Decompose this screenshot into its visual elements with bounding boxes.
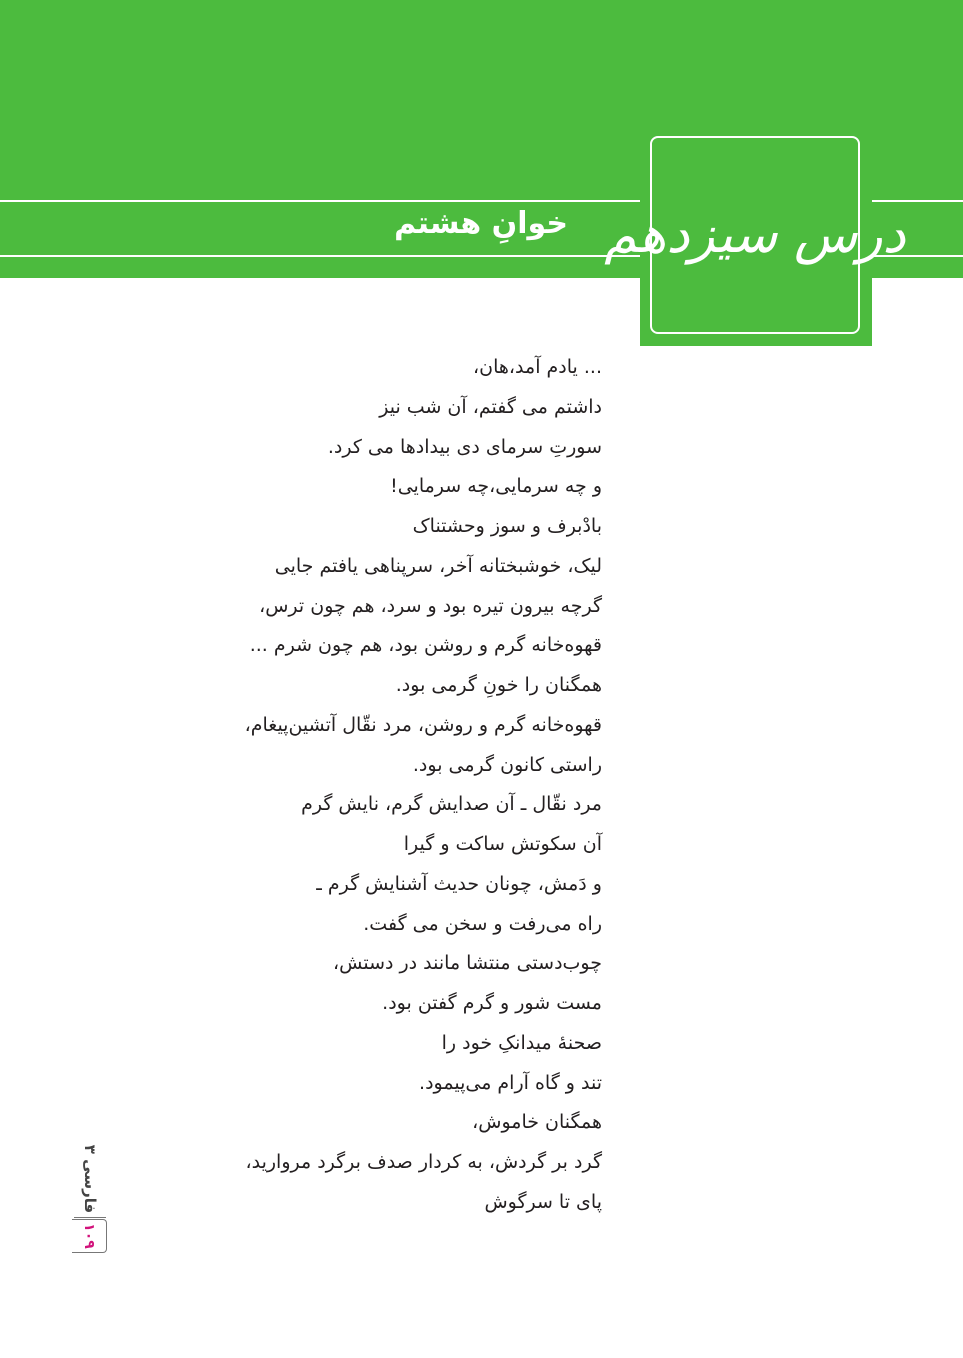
poem-line: ... یادم آمد،هان، <box>473 356 602 378</box>
poem-line: همگنان خاموش، <box>472 1111 602 1134</box>
page-number-tab <box>72 1219 107 1253</box>
poem-line: صحنهٔ میدانکِ خود را <box>441 1031 602 1054</box>
poem-line: پای تا سرگوش <box>484 1190 602 1213</box>
page-number: ۱۰۹ <box>80 1223 97 1249</box>
poem-line: داشتم می گفتم، آن شب نیز <box>379 395 602 418</box>
poem-line: مرد نقّال ـ آن صدایش گرم، نایش گرم <box>301 793 602 816</box>
poem-line: لیک، خوشبختانه آخر، سرپناهی یافتم جایی <box>274 554 602 577</box>
lesson-title: درس سیزدهم <box>604 205 906 265</box>
footer-divider <box>74 1217 106 1218</box>
chapter-title: خوانِ هشتم <box>394 206 568 241</box>
poem-line: تند و گاه آرام می‌پیمود. <box>419 1071 602 1094</box>
poem-line: همگنان را خونِ گرمی بود. <box>395 674 602 696</box>
poem-line: مست شور و گرم گفتن بود. <box>382 992 602 1014</box>
poem-line: قهوه‌خانه گرم و روشن بود، هم چون شرم ... <box>249 634 602 657</box>
book-label: فارسی ۳ <box>81 1144 99 1214</box>
poem-line: و چه سرمایی،چه سرمایی! <box>390 475 602 498</box>
page-footer <box>72 1143 108 1253</box>
poem-line: آن سکوتش ساکت و گیرا <box>403 833 602 855</box>
poem-line: راه می‌رفت و سخن می گفت. <box>363 912 602 935</box>
poem-line: چوب‌دستی منتشا مانند در دستش، <box>332 952 602 975</box>
poem <box>242 348 602 1223</box>
poem-line: و دَمش، چونان حدیث آشنایش گرم ـ <box>316 872 602 895</box>
lesson-box <box>604 128 906 346</box>
header-rule-top-left <box>0 200 642 202</box>
lesson-frame <box>604 136 906 334</box>
poem-line: گرچه بیرون تیره بود و سرد، هم چون ترس، <box>259 594 602 617</box>
poem-line: سورتِ سرمای دی بیدادها می کرد. <box>327 435 602 458</box>
poem-line: بادْبرف و سوز وحشتناک <box>412 515 602 537</box>
book-label-box <box>72 1143 108 1215</box>
header-rule-bottom-left <box>0 255 642 257</box>
poem-line: راستی کانون گرمی بود. <box>412 753 602 776</box>
poem-line: قهوه‌خانه گرم و روشن، مرد نقّال آتشین‌پیغام، <box>244 713 602 736</box>
poem-line: گرد بر گردش، به کردار صدف برگرد مروارید، <box>245 1151 602 1173</box>
header-rule-top-right <box>872 200 963 202</box>
